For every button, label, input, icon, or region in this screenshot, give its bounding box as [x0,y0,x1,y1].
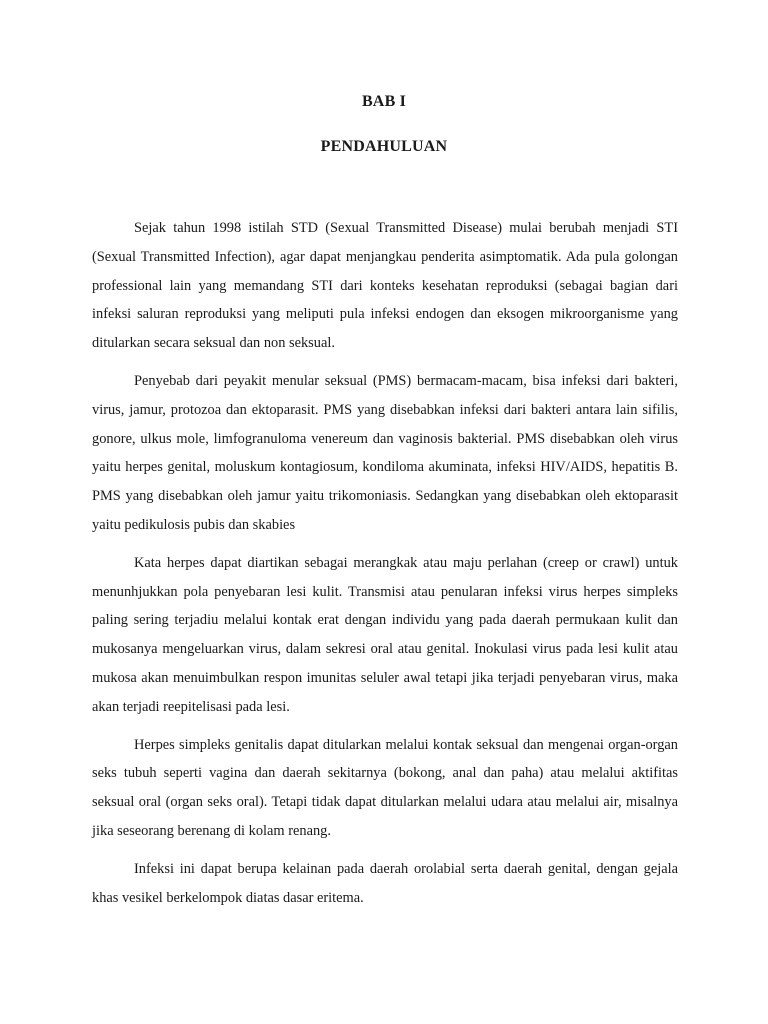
paragraph-4: Herpes simpleks genitalis dapat ditularkan melalui kontak seksual dan mengenai organ-organ seks tubuh seperti vagina dan daerah sekitarnya (bokong, anal dan paha) atau melalui aktifitas seksual oral (organ seks oral). Tetapi tidak dapat ditularkan melalui udara atau melalui air, misalnya jika seseorang berenang di kolam renang. [92,736,678,839]
paragraph-3: Kata herpes dapat diartikan sebagai merangkak atau maju perlahan (creep or crawl) untuk menunhjukkan pola penyebaran lesi kulit. Transmisi atau penularan infeksi virus herpes simpleks paling sering terjadiu melalui kontak erat dengan individu yang pada daerah permukaan kulit dan mukosanya mengeluarkan virus, dalam sekresi oral atau genital. Inokulasi virus pada lesi kulit atau mukosa akan menuimbulkan respon imunitas seluler awal tetapi jika terjadi penyebaran virus, maka akan terjadi reepitelisasi pada lesi. [92,554,678,715]
paragraph-5: Infeksi ini dapat berupa kelainan pada daerah orolabial serta daerah genital, dengan gejala khas vesikel berkelompok diatas dasar eritema. [92,860,678,906]
chapter-title: PENDAHULUAN [320,138,448,155]
paragraph-1: Sejak tahun 1998 istilah STD (Sexual Transmitted Disease) mulai berubah menjadi STI (Sexual Transmitted Infection), agar dapat menjangkau penderita asimptomatik. Ada pula golongan professional lain yang memandang STI dari konteks kesehatan reproduksi (sebagai bagian dari infeksi saluran reproduksi yang meliputi pula infeksi endogen dan eksogen mikroorganisme yang ditularkan secara seksual dan non seksual. [92,220,678,352]
chapter-number: BAB I [361,93,407,110]
body-text [92,214,678,921]
paragraph-2: Penyebab dari peyakit menular seksual (PMS) bermacam-macam, bisa infeksi dari bakteri, virus, jamur, protozoa dan ektoparasit. PMS yang disebabkan infeksi dari bakteri antara lain sifilis, gonore, ulkus mole, limfogranuloma venereum dan vaginosis bakterial. PMS disebabkan oleh virus yaitu herpes genital, moluskum kontagiosum, kondiloma akuminata, infeksi HIV/AIDS, hepatitis B. PMS yang disebabkan oleh jamur yaitu trikomoniasis. Sedangkan yang disebabkan oleh ektoparasit yaitu pedikulosis pubis dan skabies [92,372,678,533]
